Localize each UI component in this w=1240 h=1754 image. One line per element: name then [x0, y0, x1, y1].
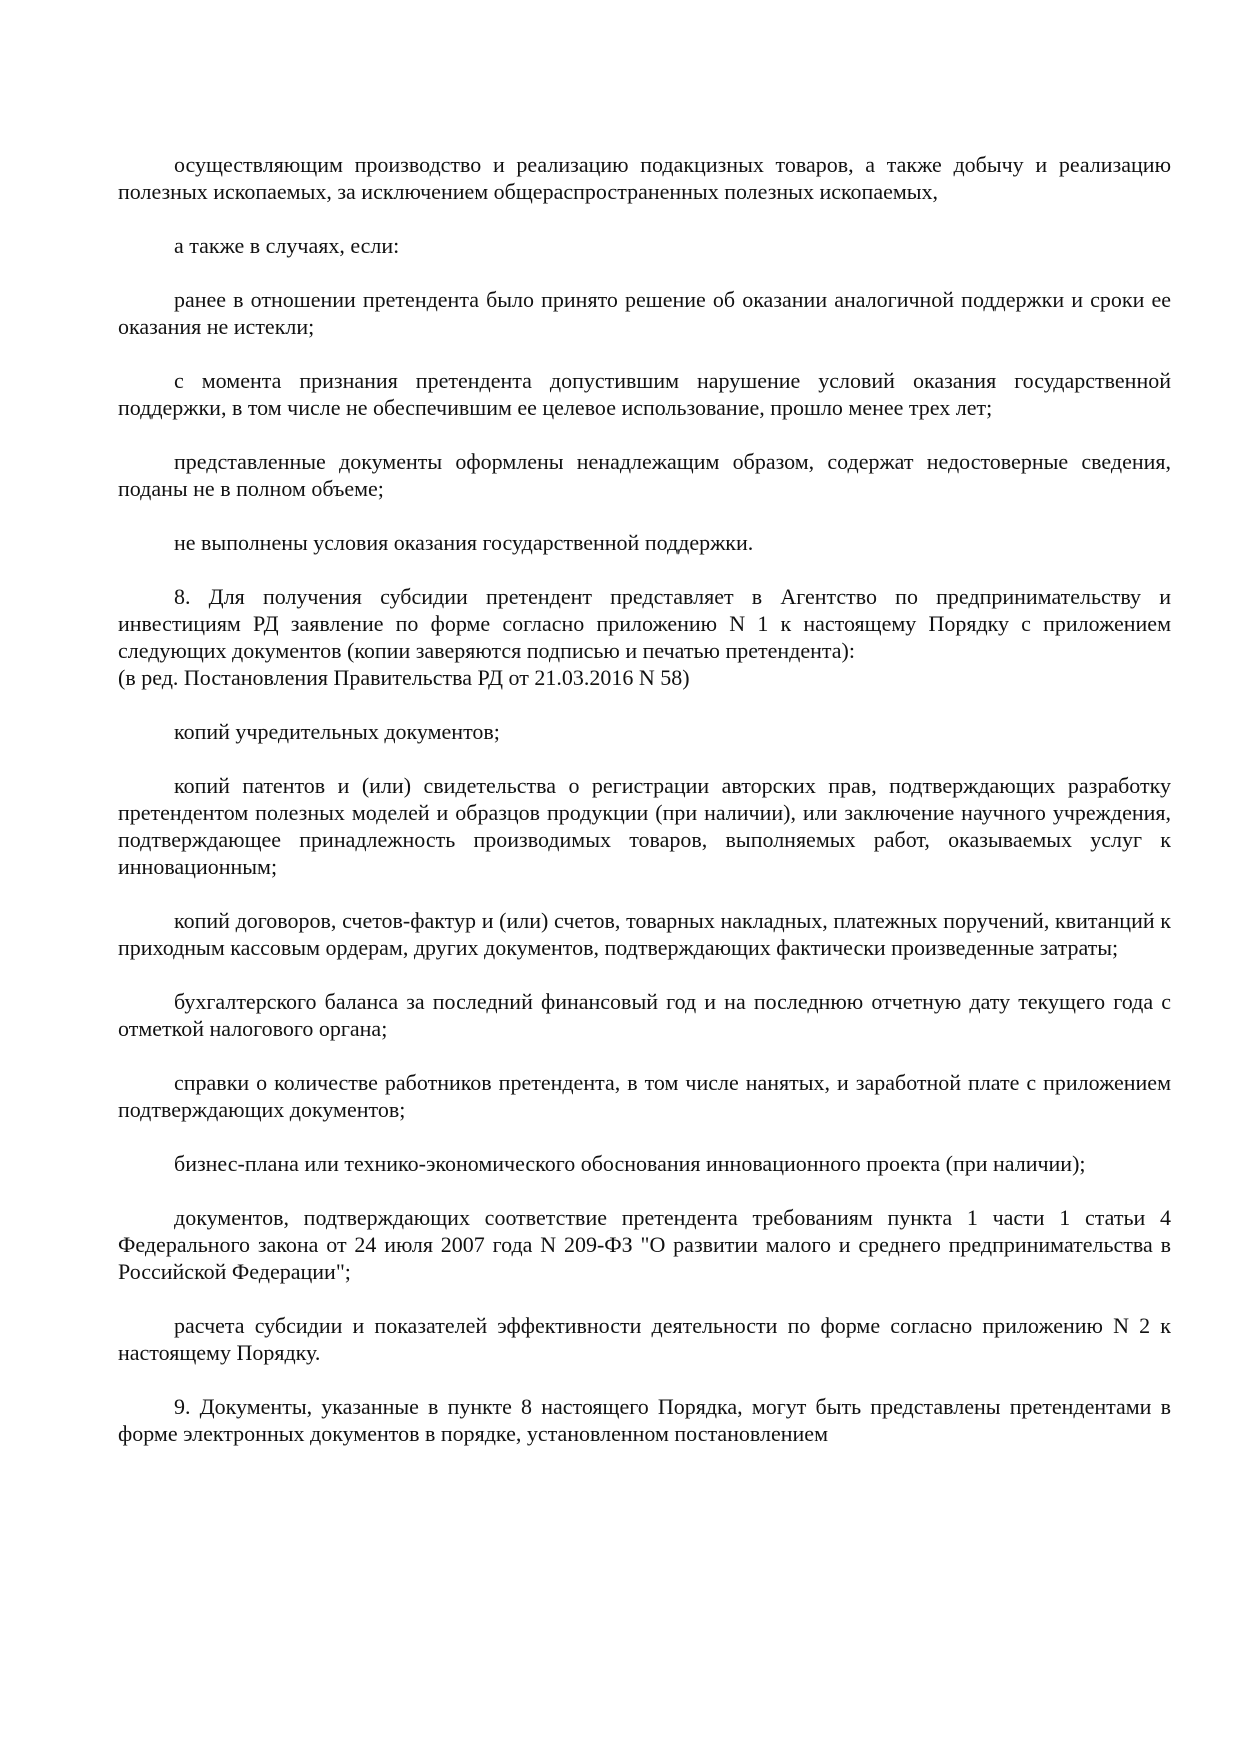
- clause-8-group: [118, 583, 1171, 691]
- paragraph-prior-support: ранее в отношении претендента было принято решение об оказании аналогичной поддержки и сроки ее оказания не истекли;: [118, 287, 1171, 339]
- paragraph-clause-8: 8. Для получения субсидии претендент представляет в Агентство по предпринимательству и инвестициям РД заявление по форме согласно приложению N 1 к настоящему Порядку с приложением следующих документов (копии заверяются подписью и печатью претендента):: [118, 584, 1171, 663]
- paragraph-improper-documents: представленные документы оформлены ненадлежащим образом, содержат недостоверные сведения, поданы не в полном объеме;: [118, 449, 1171, 501]
- paragraph-cases-intro: а также в случаях, если:: [174, 233, 400, 258]
- paragraph-violation: с момента признания претендента допустившим нарушение условий оказания государственной поддержки, в том числе не обеспечившим ее целевое использование, прошло менее трех лет;: [118, 368, 1171, 420]
- list-item-subsidy-calculation: расчета субсидии и показателей эффективности деятельности по форме согласно приложению N 2 к настоящему Порядку.: [118, 1313, 1171, 1365]
- list-item-compliance-documents: документов, подтверждающих соответствие претендента требованиям пункта 1 части 1 статьи 4 Федерального закона от 24 июля 2007 года N 209-ФЗ "О развитии малого и среднего предпринимательства в Российской Федерации";: [118, 1205, 1171, 1284]
- list-item-contracts: копий договоров, счетов-фактур и (или) счетов, товарных накладных, платежных поручений, квитанций к приходным кассовым ордерам, других документов, подтверждающих фактически произведенные затраты;: [118, 908, 1171, 960]
- list-item-founding-documents: копий учредительных документов;: [174, 719, 500, 744]
- paragraph-clause-9: 9. Документы, указанные в пункте 8 настоящего Порядка, могут быть представлены претендентами в форме электронных документов в порядке, установленном постановлением: [118, 1394, 1171, 1446]
- list-item-balance-sheet: бухгалтерского баланса за последний финансовый год и на последнюю отчетную дату текущего года с отметкой налогового органа;: [118, 989, 1171, 1041]
- list-item-business-plan: бизнес-плана или технико-экономического обоснования инновационного проекта (при наличии);: [174, 1151, 1086, 1176]
- paragraph-excise-goods: осуществляющим производство и реализацию подакцизных товаров, а также добычу и реализацию полезных ископаемых, за исключением общераспространенных полезных ископаемых,: [118, 152, 1171, 204]
- list-item-employee-info: справки о количестве работников претендента, в том числе нанятых, и заработной плате с приложением подтверждающих документов;: [118, 1070, 1171, 1122]
- document-body: [118, 151, 1171, 1474]
- amendment-note: (в ред. Постановления Правительства РД от 21.03.2016 N 58): [118, 665, 690, 690]
- paragraph-conditions-not-met: не выполнены условия оказания государственной поддержки.: [174, 530, 754, 555]
- list-item-patents: копий патентов и (или) свидетельства о регистрации авторских прав, подтверждающих разработку претендентом полезных моделей и образцов продукции (при наличии), или заключение научного учреждения, подтверждающее принадлежность производимых товаров, выполняемых работ, оказываемых услуг к инновационным;: [118, 773, 1171, 879]
